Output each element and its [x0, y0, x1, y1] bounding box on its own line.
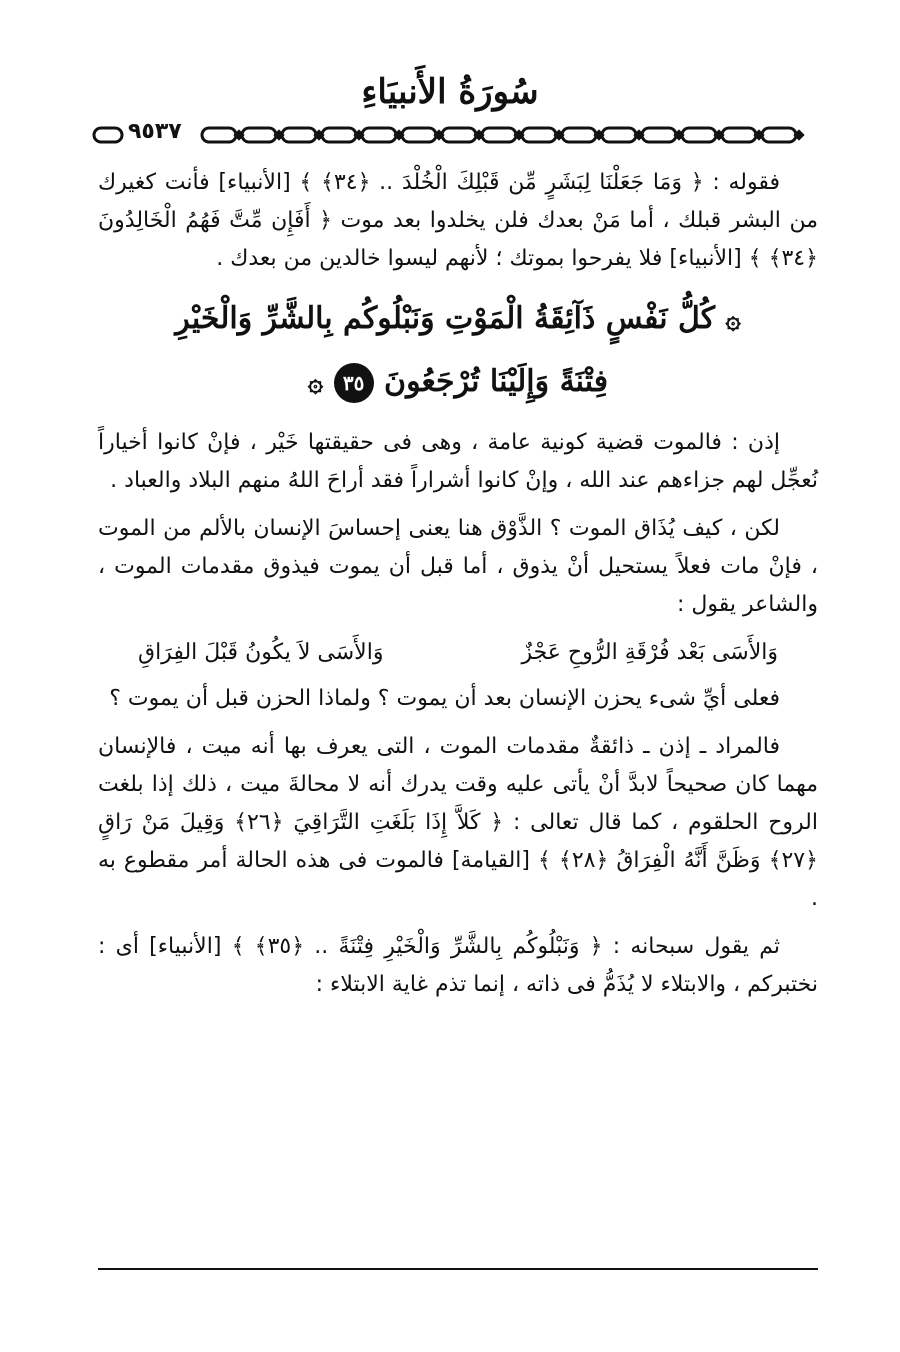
verse-number-badge: ٣٥ [334, 363, 374, 403]
verse-ornament-open-icon: ۞ [725, 305, 741, 335]
page-body [98, 164, 818, 1014]
surah-title: سُورَةُ الأَنبيَاءِ [361, 72, 539, 112]
paragraph-3: لكن ، كيف يُذَاق الموت ؟ الذَّوْق هنا يعنى إحساسَ الإنسان بالألم من الموت ، فإنْ مات فعلاً يستحيل أنْ يذوق ، أما قبل أن يموت فيذوق مقدمات الموت ، والشاعر يقول : [98, 516, 818, 617]
poem-hemistich-right: وَالأَسَى بَعْد فُرْقَةِ الرُّوحِ عَجْزٌ [521, 640, 778, 665]
verse-ornament-close-icon: ۞ [307, 368, 324, 398]
paragraph-5: فالمراد ـ إذن ـ ذائقةٌ مقدمات الموت ، التى يعرف بها أنه ميت ، فالإنسان مهما كان صحيحاً لابدَّ أنْ يأتى عليه وقت يدرك أنه لا محالةَ ميت ، ذلك إذا بلغت الروح الحلقوم ، كما قال تعالى : ﴿ كَلاَّ إِذَا بَلَغَتِ التَّرَاقِيَ ﴿٢٦﴾ وَقِيلَ مَنْ رَاقٍ ﴿٢٧﴾ وَظَنَّ أَنَّهُ الْفِرَاقُ ﴿٢٨﴾ ﴾ [القيامة] فالموت فى هذه الحالة أمر مقطوع به . [98, 734, 818, 911]
paragraph-4: فعلى أيِّ شىء يحزن الإنسان بعد أن يموت ؟ ولماذا الحزن قبل أن يموت ؟ [109, 686, 780, 711]
verse-text-2: فِتْنَةً وَإِلَيْنَا تُرْجَعُونَ [384, 364, 609, 399]
page-number: ٩٥٣٧ [128, 119, 182, 144]
poem-verse [98, 634, 818, 672]
verse-line-2 [98, 351, 818, 414]
quran-verse-block [98, 288, 818, 414]
poem-hemistich-left: وَالأَسَى لاَ يكُونُ قَبْلَ الفِرَاقِ [138, 640, 384, 665]
verse-line-1 [98, 288, 818, 351]
footer-divider [98, 1268, 818, 1270]
header-ornament-border [92, 119, 822, 148]
verse-text-1: كُلُّ نَفْسٍ ذَآئِقَةُ الْمَوْتِ وَنَبْلُوكُم بِالشَّرِّ وَالْخَيْرِ [175, 301, 716, 336]
chain-ornament-icon [92, 122, 822, 148]
paragraph-2: إذن : فالموت قضية كونية عامة ، وهى فى حقيقتها خَيْر ، فإنْ كانوا أخياراً نُعجِّل لهم جزاءهم عند الله ، وإنْ كانوا أشراراً فقد أراحَ اللهُ منهم البلاد والعباد . [98, 430, 818, 493]
paragraph-1: فقوله : ﴿ وَمَا جَعَلْنَا لِبَشَرٍ مِّن قَبْلِكَ الْخُلْدَ .. ﴿٣٤﴾ ﴾ [الأنبياء] فأنت كغيرك من البشر قبلك ، أما مَنْ بعدك فلن يخلدوا بعد موت ﴿ أَفَإِن مِّتَّ فَهُمُ الْخَالِدُونَ ﴿٣٤﴾ ﴾ [الأنبياء] فلا يفرحوا بموتك ؛ لأنهم ليسوا خالدين من بعدك . [98, 170, 818, 271]
paragraph-6: ثم يقول سبحانه : ﴿ وَنَبْلُوكُم بِالشَّرِّ وَالْخَيْرِ فِتْنَةً .. ﴿٣٥﴾ ﴾ [الأنبياء] أى : نختبركم ، والابتلاء لا يُذَمُّ فى ذاته ، إنما تذم غاية الابتلاء : [98, 934, 818, 997]
